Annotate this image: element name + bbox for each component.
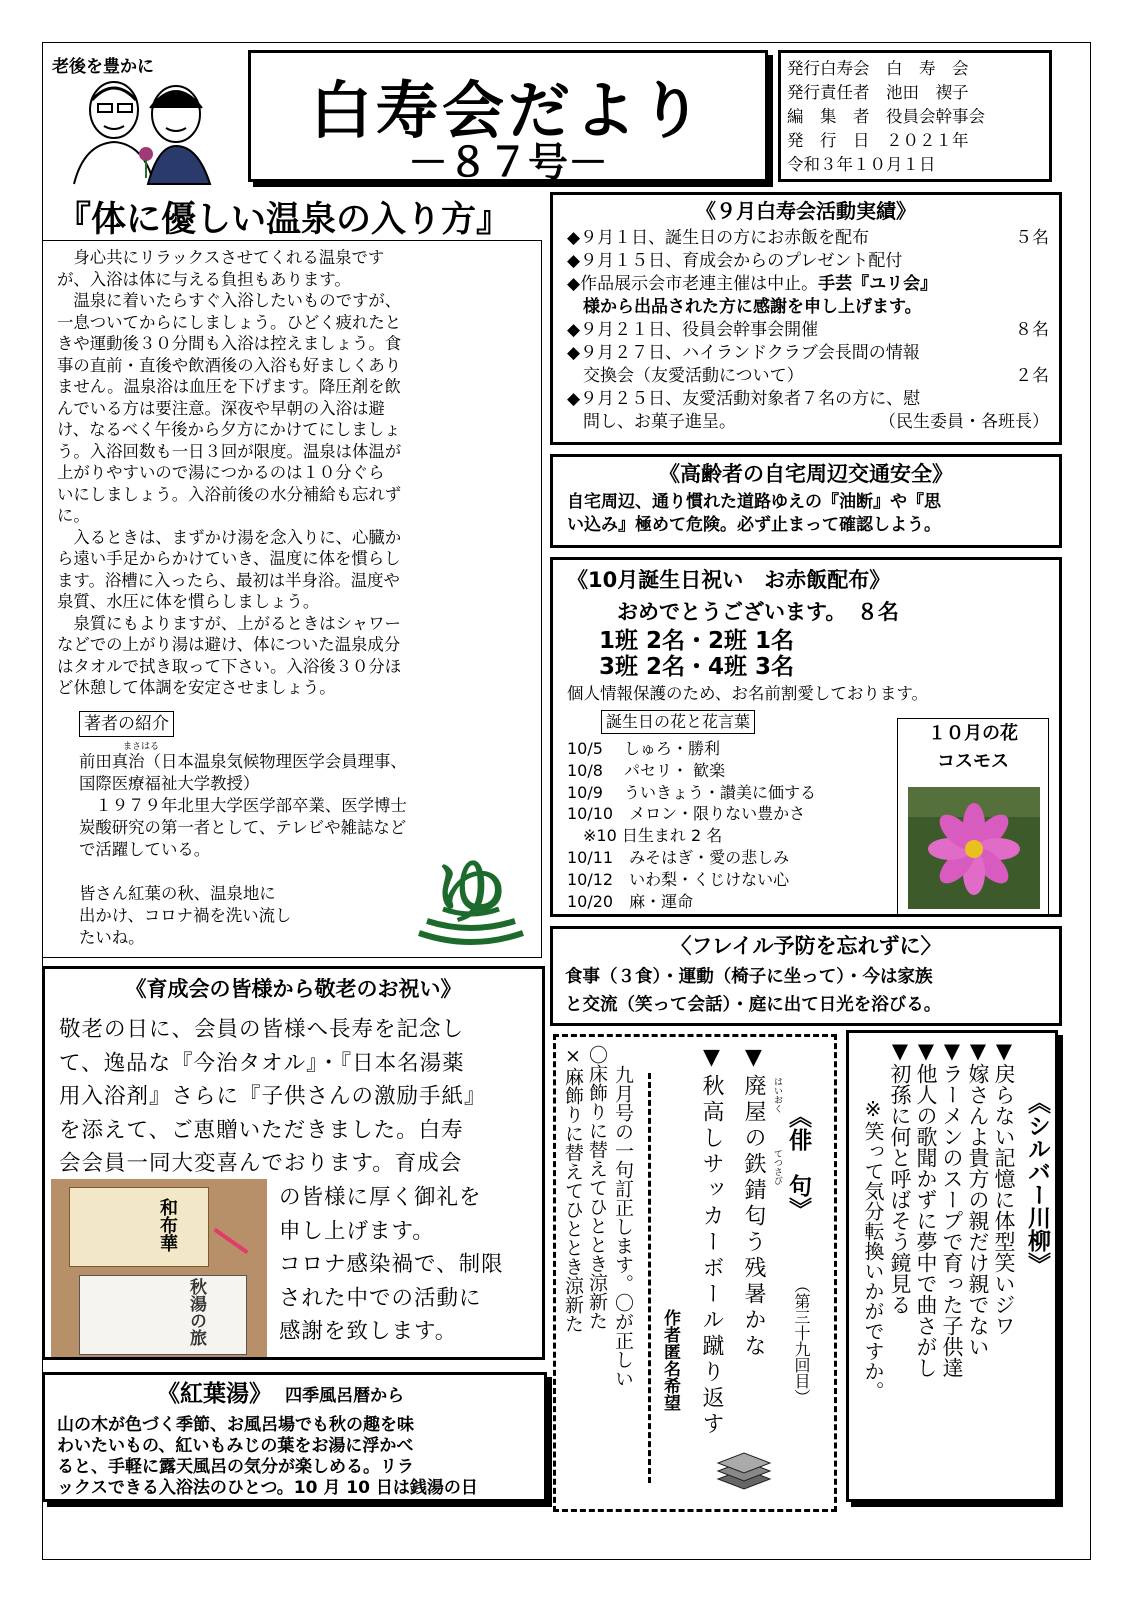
gift-package-label: 秋湯の旅 xyxy=(186,1278,206,1346)
slogan: 老後を豊かに xyxy=(52,57,154,77)
keiro-line: 敬老の日に、会員の皆様へ長寿を記念し xyxy=(59,1017,465,1042)
elderly-couple-icon xyxy=(64,74,224,186)
birthday-box xyxy=(550,557,1062,917)
senryu-line: ▼ラーメンのスープで育った子供達 xyxy=(940,1039,964,1378)
keiro-line: 申し上げます。 xyxy=(279,1218,435,1244)
onsen-article xyxy=(42,240,542,958)
author-line: 前田真治（日本温泉気候物理医学会員理事、 xyxy=(79,752,407,771)
onsen-line: が、入浴は体に与える負担もあります。 xyxy=(57,269,351,289)
gift-box-image xyxy=(69,1187,209,1267)
activity-item: ◆９月２１日、役員会幹事会開催 ８名 xyxy=(567,320,1049,340)
onsen-body xyxy=(57,247,401,699)
senryu-line: ▼初孫に何と呼ばそう鏡見る xyxy=(888,1039,912,1315)
haiku-correction: 九月号の一句訂正します。〇が正しい xyxy=(612,1065,634,1388)
author-line: １９７９年北里大学医学部卒業、医学博士 xyxy=(79,796,407,815)
keiro-title: 《育成会の皆様から敬老のお祝い》 xyxy=(125,977,462,1001)
onsen-line: う。入浴回数も一日３回が限度。温泉は体温が xyxy=(57,441,402,461)
issue-number: －８７号－ xyxy=(408,140,608,186)
keiro-line: の皆様に厚く御礼を xyxy=(279,1185,482,1210)
title-box xyxy=(248,50,768,186)
birthday-title: 《10月誕生日祝い お赤飯配布》 xyxy=(567,568,891,592)
gift-box-label: 和布華 xyxy=(157,1198,178,1252)
keiro-line: コロナ感染禍で、制限 xyxy=(279,1252,504,1277)
keiro-box xyxy=(42,966,545,1360)
haiku-author: 作者匿名希望 xyxy=(660,1309,680,1411)
frail-title: 〈フレイル予防を忘れずに〉 xyxy=(670,934,942,958)
activity-item-cont: 交換会（友愛活動について） ２名 xyxy=(583,366,1049,386)
senryu-line: ▼他人の歌聞かずに夢中で曲さがし xyxy=(914,1039,938,1378)
traffic-line: い込み』極めて危険。必ず止まって確認しよう。 xyxy=(567,515,941,535)
flower-item: 10/11 みそはぎ・愛の悲しみ xyxy=(567,847,790,867)
onsen-line: などでの上がり湯は避け、体についた温泉成分 xyxy=(57,635,401,654)
month-flower-label: １０月の花 xyxy=(928,723,1018,744)
onsen-line: 事の直前・直後や飲酒後の入浴も好ましくあり xyxy=(57,355,402,375)
info-date-year: 発 行 日 ２０２１年 xyxy=(787,131,969,150)
momiji-source: 四季風呂暦から xyxy=(285,1386,405,1406)
author-ruby: まさはる xyxy=(123,742,160,752)
birthday-group-line: 3班 2名・4班 3名 xyxy=(599,654,795,680)
author-profile xyxy=(79,751,407,861)
onsen-line: 泉質にもよりますが、上がるときはシャワー xyxy=(57,613,401,633)
activity-item: ◆作品展示会市老連主催は中止。手芸『ユリ会』 xyxy=(567,274,938,294)
onsen-line: 上がりやすいので湯につかるのは１０分ぐら xyxy=(57,463,385,482)
onsen-line: いにしましょう。入浴前後の水分補給も忘れず xyxy=(57,484,402,504)
closing-line: 皆さん紅葉の秋、温泉地に xyxy=(79,884,276,903)
flower-list xyxy=(567,738,816,912)
senryu-title: 《シルバー川柳》 xyxy=(1024,1091,1050,1275)
keiro-line: 感謝を致します。 xyxy=(279,1319,458,1344)
senryu-box xyxy=(846,1030,1058,1502)
momiji-line: 山の木が色づく季節、お風呂場でも秋の趣を味 xyxy=(57,1415,414,1435)
momiji-line: ると、手軽に露天風呂の気分が楽しめる。リラ xyxy=(57,1457,414,1477)
page-title: 白寿会だより xyxy=(309,74,706,147)
haiku-series: （第三十九回目） xyxy=(792,1277,811,1405)
onsen-line: ら遠い手足からかけていき、温度に体を慣らし xyxy=(57,549,401,568)
keiro-body-side xyxy=(279,1181,504,1349)
haiku-original-line: ×麻飾りに替えてひととき涼新た xyxy=(562,1045,584,1333)
haiku-ruby-haioku: はいおく xyxy=(772,1077,782,1113)
flower-item: 10/10 メロン・限りない豊かさ xyxy=(567,804,806,824)
frail-line: と交流（笑って会話）・庭に出て日光を浴びる。 xyxy=(565,995,942,1015)
keiro-line: 用入浴剤』さらに『子供さんの激励手紙』 xyxy=(59,1084,487,1109)
onsen-title: 『体に優しい温泉の入り方』 xyxy=(56,200,512,240)
activity-item: ◆９月１５日、育成会からのプレゼント配付 xyxy=(567,251,903,271)
activity-title: 《９月白寿会活動実績》 xyxy=(696,199,916,223)
activity-item-cont: 問し、お菓子進呈。 （民生委員・各班長） xyxy=(583,412,1049,432)
author-line: 炭酸研究の第一者として、テレビや雑誌など xyxy=(79,818,407,837)
onsen-line: きや運動後３０分間も入浴は控えましょう。食 xyxy=(57,334,402,353)
onsen-line: ます。浴槽に入ったら、最初は半身浴。温度や xyxy=(57,570,400,590)
activity-item: ◆９月２５日、友愛活動対象者７名の方に、慰 xyxy=(567,389,921,409)
hot-spring-icon xyxy=(413,841,529,953)
onsen-line: け、なるべく午後から夕方にかけてにしましょ xyxy=(57,420,401,439)
closing-line: たいね。 xyxy=(79,928,145,947)
haiku-corrected-line: 〇床飾りに替えてひととき涼新た xyxy=(586,1045,608,1330)
books-icon xyxy=(714,1449,774,1495)
haiku-title: 《俳 句》 xyxy=(785,1105,811,1220)
author-line: で活躍している。 xyxy=(79,840,211,859)
momiji-line: ックスできる入浴法のひとつ。10 月 10 日は銭湯の日 xyxy=(57,1478,478,1498)
haiku-box xyxy=(553,1034,837,1512)
header-illustration xyxy=(50,48,230,188)
ribbon xyxy=(213,1228,248,1254)
momiji-title: 《紅葉湯》 xyxy=(157,1381,272,1407)
traffic-line: 自宅周辺、通り慣れた道路ゆえの『油断』や『思 xyxy=(567,492,941,512)
onsen-line: に。 xyxy=(57,506,90,525)
momiji-line: わいたいもの、紅いもみじの葉をお湯に浮かべ xyxy=(57,1436,414,1456)
activity-item-cont: 様から出品された方に感謝を申し上げます。 xyxy=(583,297,922,317)
closing-message xyxy=(79,883,291,949)
onsen-line: 入るときは、まずかけ湯を念入りに、心臓か xyxy=(57,527,402,547)
onsen-line: んでいる方は要注意。深夜や早朝の入浴は避 xyxy=(57,398,385,418)
birthday-subtitle: おめでとうございます。 ８名 xyxy=(617,600,899,624)
onsen-line: ません。温泉浴は血圧を下げます。降圧剤を飲 xyxy=(57,377,401,396)
momiji-body xyxy=(45,1415,544,1499)
closing-line: 出かけ、コロナ禍を洗い流し xyxy=(79,906,292,925)
hot-spring-glyph: ゆ xyxy=(434,849,507,933)
traffic-box xyxy=(550,454,1062,548)
onsen-line: 身心共にリラックスさせてくれる温泉です xyxy=(57,248,385,267)
flower-heading: 誕生日の花と花言葉 xyxy=(601,710,755,734)
flower-item: ※10 日生まれ 2 名 xyxy=(567,826,723,846)
info-publisher: 発行白寿会 白 寿 会 xyxy=(787,59,969,78)
keiro-line: 会会員一同大変喜んでおります。育成会 xyxy=(59,1151,463,1176)
onsen-line: 温泉に着いたらすぐ入浴したいものですが、 xyxy=(57,291,402,310)
author-line: 国際医療福祉大学教授） xyxy=(79,774,260,793)
activity-list xyxy=(553,227,1059,434)
haiku-poem-1: ▼廃屋の鉄錆匂う残暑かな xyxy=(741,1045,766,1360)
senryu-line: ▼嫁さんよ貴方の親だけ親でない xyxy=(966,1039,990,1357)
birthday-groups xyxy=(599,628,794,680)
onsen-line: ど休憩して体調を安定させましょう。 xyxy=(57,678,336,697)
cosmos-flower-icon xyxy=(908,787,1040,909)
momiji-heading xyxy=(45,1375,544,1415)
privacy-note: 個人情報保護のため、お名前割愛しております。 xyxy=(567,684,929,703)
haiku-poem-2: ▼秋高しサッカーボール蹴り返す xyxy=(699,1045,724,1438)
flower-item: 10/9 ういきょう・讃美に価する xyxy=(567,782,817,802)
flower-item: 10/12 いわ梨・くじけない心 xyxy=(567,869,790,889)
flower-item: 10/20 麻・運命 xyxy=(567,891,694,911)
frail-box xyxy=(550,926,1062,1026)
info-date: 令和３年１０月１日 xyxy=(787,155,936,174)
month-flower-name: コスモス xyxy=(937,751,1009,772)
senryu-note: ※笑って気分転換いかがですか。 xyxy=(861,1097,885,1401)
author-heading: 著者の紹介 xyxy=(79,711,174,737)
gift-photo xyxy=(51,1179,267,1357)
momiji-box xyxy=(42,1372,547,1502)
haiku-divider xyxy=(648,1073,651,1483)
flower-item: 10/5 しゅろ・勝利 xyxy=(567,739,721,758)
gift-package-image xyxy=(79,1275,247,1355)
frail-line: 食事（３食）・運動（椅子に坐って）・今は家族 xyxy=(565,967,933,987)
info-editor: 編 集 者 役員会幹事会 xyxy=(787,107,985,126)
flower-item: 10/8 パセリ・ 歓楽 xyxy=(567,760,726,780)
onsen-line: 泉質、水圧に体を慣らしましょう。 xyxy=(57,592,320,611)
traffic-title: 《高齢者の自宅周辺交通安全》 xyxy=(659,462,953,486)
month-flower-box xyxy=(897,718,1049,916)
publication-info xyxy=(778,50,1052,182)
activity-box xyxy=(550,192,1062,445)
activity-item: ◆９月２７日、ハイランドクラブ会長間の情報 xyxy=(567,343,920,363)
senryu-line: ▼戻らない記憶に体型笑いジワ xyxy=(992,1039,1016,1336)
onsen-line: はタオルで拭き取って下さい。入浴後３０分ほ xyxy=(57,656,402,676)
haiku-ruby-tetsusabi: てつさび xyxy=(772,1149,782,1185)
activity-item: ◆９月１日、誕生日の方にお赤飯を配布 ５名 xyxy=(567,228,1049,248)
keiro-line: て、逸品な『今治タオル』・『日本名湯薬 xyxy=(59,1050,465,1076)
keiro-line: を添えて、ご恵贈いただきました。白寿 xyxy=(59,1117,464,1143)
info-responsible: 発行責任者 池田 禊子 xyxy=(787,83,969,102)
birthday-group-line: 1班 2名・2班 1名 xyxy=(599,628,795,654)
keiro-line: された中での活動に xyxy=(279,1285,482,1311)
keiro-body xyxy=(59,1013,487,1181)
onsen-line: 一息ついてからにしましょう。ひどく疲れたと xyxy=(57,312,402,332)
